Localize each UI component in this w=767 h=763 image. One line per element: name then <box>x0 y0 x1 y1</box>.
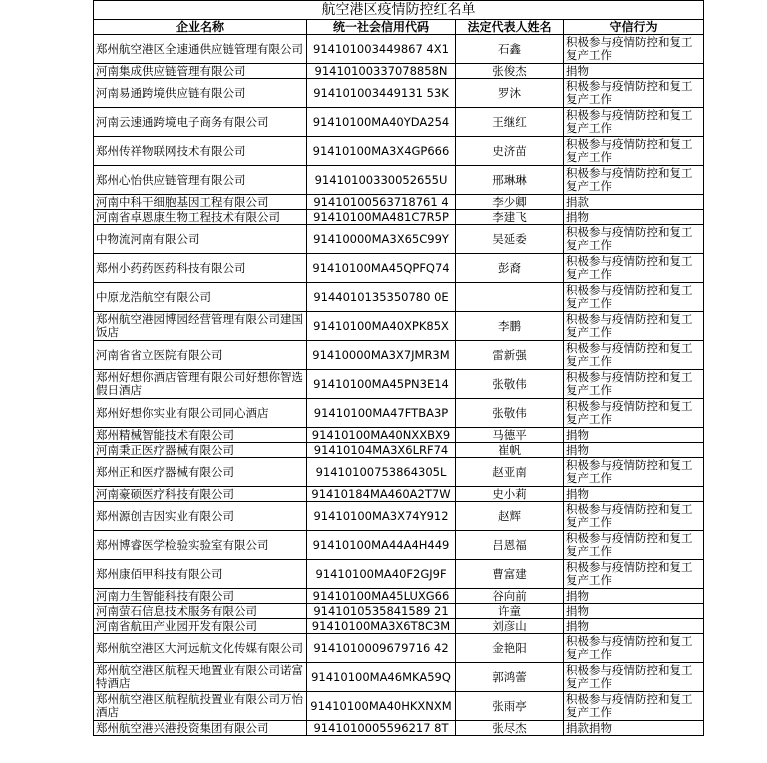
conduct-cell: 积极参与疫情防控和复工复产工作 <box>564 663 704 692</box>
table-row <box>94 166 704 195</box>
table-row <box>94 589 704 604</box>
conduct-cell: 捐款捐物 <box>564 721 704 736</box>
credit-code-cell: 91410100MA481C7R5P <box>307 210 456 225</box>
legal-rep-cell: 邢琳琳 <box>456 166 564 195</box>
conduct-cell: 积极参与疫情防控和复工复产工作 <box>564 254 704 283</box>
table-row <box>94 64 704 79</box>
credit-code-cell: 91410100MA40XPK85X <box>307 312 456 341</box>
legal-rep-cell: 吴延委 <box>456 225 564 254</box>
legal-rep-cell: 张雨亭 <box>456 692 564 721</box>
credit-code-cell: 91410100563718761 4 <box>307 195 456 210</box>
company-name-cell: 河南省省立医院有限公司 <box>94 341 307 370</box>
conduct-cell: 积极参与疫情防控和复工复产工作 <box>564 634 704 663</box>
conduct-cell: 捐物 <box>564 604 704 619</box>
legal-rep-cell: 雷新强 <box>456 341 564 370</box>
credit-code-cell: 91410104MA3X6LRF74 <box>307 443 456 458</box>
table-row <box>94 663 704 692</box>
credit-code-cell: 9141010535841589 21 <box>307 604 456 619</box>
company-name-cell: 郑州源创吉因实业有限公司 <box>94 502 307 531</box>
company-name-cell: 中原龙浩航空有限公司 <box>94 283 307 312</box>
table-row <box>94 487 704 502</box>
table-row <box>94 502 704 531</box>
conduct-cell: 积极参与疫情防控和复工复产工作 <box>564 531 704 560</box>
credit-code-cell: 91410100MA45LUXG66 <box>307 589 456 604</box>
red-list-sheet <box>93 0 703 736</box>
company-name-cell: 河南中科干细胞基因工程有限公司 <box>94 195 307 210</box>
company-name-cell: 河南力生智能科技有限公司 <box>94 589 307 604</box>
credit-code-cell: 91410100MA46MKA59Q <box>307 663 456 692</box>
table-row <box>94 283 704 312</box>
legal-rep-cell: 曹富建 <box>456 560 564 589</box>
table-row <box>94 137 704 166</box>
credit-code-cell: 91410100753864305L <box>307 458 456 487</box>
legal-rep-cell: 金艳阳 <box>456 634 564 663</box>
credit-code-cell: 914101003449131 53K <box>307 79 456 108</box>
company-name-cell: 河南易通跨境供应链有限公司 <box>94 79 307 108</box>
table-row <box>94 225 704 254</box>
company-name-cell: 郑州航空港兴港投资集团有限公司 <box>94 721 307 736</box>
header-row <box>94 20 704 35</box>
company-name-cell: 河南秉正医疗器械有限公司 <box>94 443 307 458</box>
company-name-cell: 郑州航空港区航程天地置业有限公司诺富特酒店 <box>94 663 307 692</box>
credit-code-cell: 914101003449867 4X1 <box>307 35 456 64</box>
legal-rep-cell: 谷向前 <box>456 589 564 604</box>
legal-rep-cell: 李鹏 <box>456 312 564 341</box>
table-row <box>94 634 704 663</box>
conduct-cell: 积极参与疫情防控和复工复产工作 <box>564 312 704 341</box>
legal-rep-cell: 石鑫 <box>456 35 564 64</box>
header-conduct: 守信行为 <box>564 20 704 35</box>
conduct-cell: 捐物 <box>564 619 704 634</box>
company-name-cell: 郑州航空港区大河远航文化传媒有限公司 <box>94 634 307 663</box>
table-row <box>94 341 704 370</box>
table-row <box>94 210 704 225</box>
legal-rep-cell: 崔帆 <box>456 443 564 458</box>
credit-code-cell: 91410100MA40HKXNXM <box>307 692 456 721</box>
credit-code-cell: 91410100330052655U <box>307 166 456 195</box>
sheet-title: 航空港区疫情防控红名单 <box>94 1 704 20</box>
credit-code-cell: 9141010005596217 8T <box>307 721 456 736</box>
legal-rep-cell: 李少卿 <box>456 195 564 210</box>
company-name-cell: 河南省航田产业园开发有限公司 <box>94 619 307 634</box>
table-row <box>94 195 704 210</box>
legal-rep-cell: 郭鸿蕾 <box>456 663 564 692</box>
table-row <box>94 692 704 721</box>
table-row <box>94 79 704 108</box>
credit-code-cell: 9144010135350780 0E <box>307 283 456 312</box>
company-name-cell: 郑州小药药医药科技有限公司 <box>94 254 307 283</box>
company-name-cell: 河南集成供应链管理有限公司 <box>94 64 307 79</box>
conduct-cell: 积极参与疫情防控和复工复产工作 <box>564 35 704 64</box>
conduct-cell: 积极参与疫情防控和复工复产工作 <box>564 341 704 370</box>
table-row <box>94 254 704 283</box>
table-row <box>94 531 704 560</box>
company-name-cell: 郑州康佰甲科技有限公司 <box>94 560 307 589</box>
table-row <box>94 721 704 736</box>
credit-code-cell: 91410100MA3X74Y912 <box>307 502 456 531</box>
legal-rep-cell: 史济苗 <box>456 137 564 166</box>
conduct-cell: 捐物 <box>564 487 704 502</box>
header-credit-code: 统一社会信用代码 <box>307 20 456 35</box>
conduct-cell: 积极参与疫情防控和复工复产工作 <box>564 370 704 399</box>
conduct-cell: 捐物 <box>564 589 704 604</box>
credit-code-cell: 91410100MA47FTBA3P <box>307 399 456 428</box>
conduct-cell: 积极参与疫情防控和复工复产工作 <box>564 137 704 166</box>
title-row <box>94 1 704 20</box>
conduct-cell: 积极参与疫情防控和复工复产工作 <box>564 560 704 589</box>
legal-rep-cell: 吕恩福 <box>456 531 564 560</box>
conduct-cell: 捐物 <box>564 64 704 79</box>
conduct-cell: 积极参与疫情防控和复工复产工作 <box>564 283 704 312</box>
table-row <box>94 35 704 64</box>
conduct-cell: 积极参与疫情防控和复工复产工作 <box>564 108 704 137</box>
company-name-cell: 郑州好想你酒店管理有限公司好想你智选假日酒店 <box>94 370 307 399</box>
table-row <box>94 604 704 619</box>
credit-code-cell: 91410000MA3X7JMR3M <box>307 341 456 370</box>
legal-rep-cell: 刘彦山 <box>456 619 564 634</box>
company-name-cell: 郑州航空港区全速通供应链管理有限公司 <box>94 35 307 64</box>
credit-code-cell: 91410000MA3X65C99Y <box>307 225 456 254</box>
conduct-cell: 捐款 <box>564 195 704 210</box>
company-name-cell: 中物流河南有限公司 <box>94 225 307 254</box>
credit-code-cell: 91410100MA44A4H449 <box>307 531 456 560</box>
legal-rep-cell: 王继红 <box>456 108 564 137</box>
credit-code-cell: 91410100MA45QPFQ74 <box>307 254 456 283</box>
company-name-cell: 郑州航空港区航程航投置业有限公司万怡酒店 <box>94 692 307 721</box>
company-name-cell: 郑州正和医疗器械有限公司 <box>94 458 307 487</box>
company-name-cell: 郑州博睿医学检验实验室有限公司 <box>94 531 307 560</box>
credit-code-cell: 91410100MA3X6T8C3M <box>307 619 456 634</box>
header-legal-rep: 法定代表人姓名 <box>456 20 564 35</box>
company-name-cell: 郑州传祥物联网技术有限公司 <box>94 137 307 166</box>
table-row <box>94 428 704 443</box>
credit-code-cell: 91410100MA40F2GJ9F <box>307 560 456 589</box>
table-row <box>94 108 704 137</box>
table-row <box>94 619 704 634</box>
table-row <box>94 312 704 341</box>
company-name-cell: 河南萤石信息技术服务有限公司 <box>94 604 307 619</box>
conduct-cell: 积极参与疫情防控和复工复产工作 <box>564 225 704 254</box>
credit-code-cell: 91410100MA45PN3E14 <box>307 370 456 399</box>
credit-code-cell: 9141010009679716 42 <box>307 634 456 663</box>
credit-code-cell: 91410100MA3X4GP666 <box>307 137 456 166</box>
legal-rep-cell: 张敬伟 <box>456 370 564 399</box>
legal-rep-cell: 马德平 <box>456 428 564 443</box>
credit-code-cell: 91410100MA40NXXBX9 <box>307 428 456 443</box>
conduct-cell: 积极参与疫情防控和复工复产工作 <box>564 166 704 195</box>
legal-rep-cell: 罗沐 <box>456 79 564 108</box>
legal-rep-cell: 赵辉 <box>456 502 564 531</box>
credit-code-cell: 91410184MA460A2T7W <box>307 487 456 502</box>
credit-code-cell: 91410100MA40YDA254 <box>307 108 456 137</box>
legal-rep-cell <box>456 283 564 312</box>
conduct-cell: 积极参与疫情防控和复工复产工作 <box>564 502 704 531</box>
conduct-cell: 积极参与疫情防控和复工复产工作 <box>564 399 704 428</box>
red-list-table <box>93 0 704 736</box>
legal-rep-cell: 张尽杰 <box>456 721 564 736</box>
company-name-cell: 河南豪硕医疗科技有限公司 <box>94 487 307 502</box>
conduct-cell: 捐物 <box>564 210 704 225</box>
legal-rep-cell: 李建飞 <box>456 210 564 225</box>
conduct-cell: 积极参与疫情防控和复工复产工作 <box>564 79 704 108</box>
company-name-cell: 郑州精械智能技术有限公司 <box>94 428 307 443</box>
table-row <box>94 399 704 428</box>
company-name-cell: 郑州心怡供应链管理有限公司 <box>94 166 307 195</box>
conduct-cell: 积极参与疫情防控和复工复产工作 <box>564 692 704 721</box>
company-name-cell: 郑州航空港园博园经营管理有限公司建国饭店 <box>94 312 307 341</box>
credit-code-cell: 91410100337078858N <box>307 64 456 79</box>
table-row <box>94 370 704 399</box>
legal-rep-cell: 张敬伟 <box>456 399 564 428</box>
company-name-cell: 河南云速通跨境电子商务有限公司 <box>94 108 307 137</box>
conduct-cell: 积极参与疫情防控和复工复产工作 <box>564 458 704 487</box>
legal-rep-cell: 史小莉 <box>456 487 564 502</box>
legal-rep-cell: 许童 <box>456 604 564 619</box>
table-row <box>94 560 704 589</box>
table-row <box>94 458 704 487</box>
company-name-cell: 河南省卓恩康生物工程技术有限公司 <box>94 210 307 225</box>
table-row <box>94 443 704 458</box>
header-company-name: 企业名称 <box>94 20 307 35</box>
conduct-cell: 捐物 <box>564 428 704 443</box>
legal-rep-cell: 彭裔 <box>456 254 564 283</box>
conduct-cell: 捐物 <box>564 443 704 458</box>
company-name-cell: 郑州好想你实业有限公司同心酒店 <box>94 399 307 428</box>
legal-rep-cell: 赵亚南 <box>456 458 564 487</box>
legal-rep-cell: 张俊杰 <box>456 64 564 79</box>
